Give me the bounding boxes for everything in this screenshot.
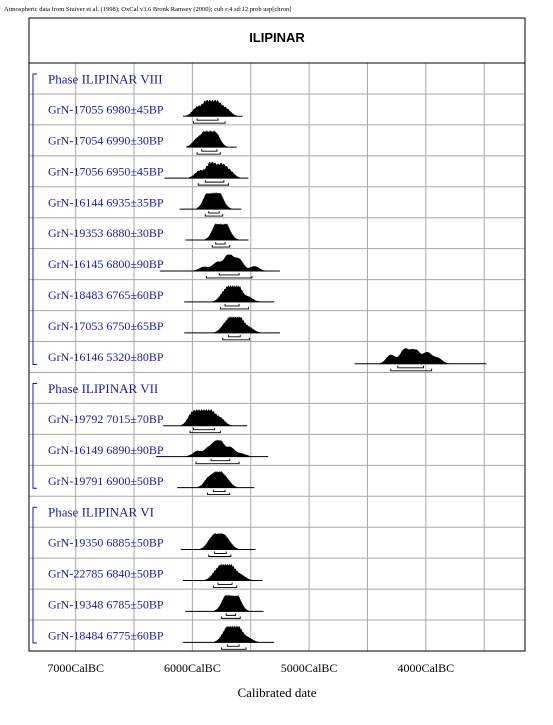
date-label: GrN-19353 6880±30BP: [48, 226, 164, 241]
hpd-95-bracket: [190, 431, 220, 433]
probability-distribution: [205, 564, 252, 580]
date-label: GrN-16149 6890±90BP: [48, 442, 164, 457]
probability-distribution: [193, 255, 264, 271]
hpd-95-bracket: [198, 183, 228, 185]
hpd-95-bracket: [212, 245, 230, 247]
probability-distribution: [197, 193, 231, 209]
hpd-68-bracket: [227, 644, 239, 646]
hpd-68-bracket: [213, 490, 225, 492]
x-tick-label: 5000CalBC: [280, 661, 338, 675]
probability-distribution: [214, 626, 259, 642]
hpd-68-bracket: [202, 149, 217, 151]
date-label: GrN-19792 7015±70BP: [48, 411, 164, 426]
hpd-68-bracket: [194, 428, 215, 430]
hpd-95-bracket: [205, 214, 223, 216]
phase-label: Phase ILIPINAR VIII: [48, 71, 163, 87]
phase-bracket: [33, 383, 37, 488]
hpd-95-bracket: [222, 647, 247, 649]
probability-distribution: [198, 472, 237, 488]
date-label: GrN-19348 6785±50BP: [48, 597, 164, 612]
date-label: GrN-19350 6885±50BP: [48, 535, 164, 550]
date-label: GrN-17056 6950±45BP: [48, 164, 164, 179]
hpd-95-bracket: [196, 462, 239, 464]
probability-distribution: [214, 595, 248, 611]
date-label: GrN-16144 6935±35BP: [48, 195, 164, 210]
hpd-68-bracket: [215, 551, 227, 553]
hpd-68-bracket: [229, 335, 241, 337]
date-label: GrN-17055 6980±45BP: [48, 102, 164, 117]
date-label: GrN-16145 6800±90BP: [48, 257, 164, 272]
hpd-68-bracket: [216, 242, 225, 244]
hpd-95-bracket: [220, 307, 248, 309]
probability-distribution: [189, 162, 241, 178]
phase-label: Phase ILIPINAR VII: [48, 380, 159, 396]
date-label: GrN-18483 6765±60BP: [48, 288, 164, 303]
probability-distribution: [186, 441, 252, 457]
hpd-68-bracket: [219, 273, 239, 275]
phase-bracket: [33, 74, 37, 364]
hpd-95-bracket: [222, 616, 241, 618]
hpd-95-bracket: [209, 554, 231, 556]
hpd-95-bracket: [213, 585, 236, 587]
hpd-68-bracket: [209, 211, 220, 213]
hpd-95-bracket: [197, 152, 220, 154]
date-label: GrN-22785 6840±50BP: [48, 566, 164, 581]
date-label: GrN-16146 5320±80BP: [48, 350, 164, 364]
hpd-68-bracket: [398, 366, 424, 368]
phase-label: Phase ILIPINAR VI: [48, 504, 154, 520]
hpd-68-bracket: [205, 180, 224, 182]
hpd-95-bracket: [208, 493, 230, 495]
x-tick-label: 6000CalBC: [164, 661, 221, 675]
hpd-68-bracket: [218, 582, 232, 584]
hpd-95-bracket: [223, 338, 250, 340]
x-axis-label: Calibrated date: [237, 685, 317, 700]
probability-distribution: [186, 100, 236, 116]
x-tick-label: 7000CalBC: [47, 661, 105, 675]
hpd-95-bracket: [194, 121, 226, 123]
hpd-95-bracket: [206, 276, 252, 278]
hpd-68-bracket: [225, 304, 239, 306]
probability-distribution: [200, 533, 238, 549]
hpd-68-bracket: [211, 459, 230, 461]
probability-distribution: [205, 224, 238, 240]
date-label: GrN-18484 6775±60BP: [48, 628, 164, 643]
hpd-68-bracket: [226, 613, 235, 615]
date-label: GrN-17054 6990±30BP: [48, 133, 164, 148]
header-note: Atmospheric data from Stuiver et al. (1998); OxCal v3.6 Bronk Ramsey (2000); cub r:4 sd:12 prob usp[chron]: [4, 6, 292, 13]
chart-title: ILIPINAR: [249, 30, 305, 45]
hpd-68-bracket: [197, 118, 218, 120]
rows-group: [33, 71, 486, 649]
date-label: GrN-17053 6750±65BP: [48, 319, 164, 334]
x-tick-labels: [47, 661, 454, 675]
date-label: GrN-19791 6900±50BP: [48, 473, 164, 488]
probability-distribution: [380, 349, 448, 364]
probability-distribution: [182, 410, 231, 426]
x-tick-label: 4000CalBC: [397, 661, 455, 675]
probability-distribution: [214, 317, 260, 333]
probability-distribution: [213, 286, 259, 302]
